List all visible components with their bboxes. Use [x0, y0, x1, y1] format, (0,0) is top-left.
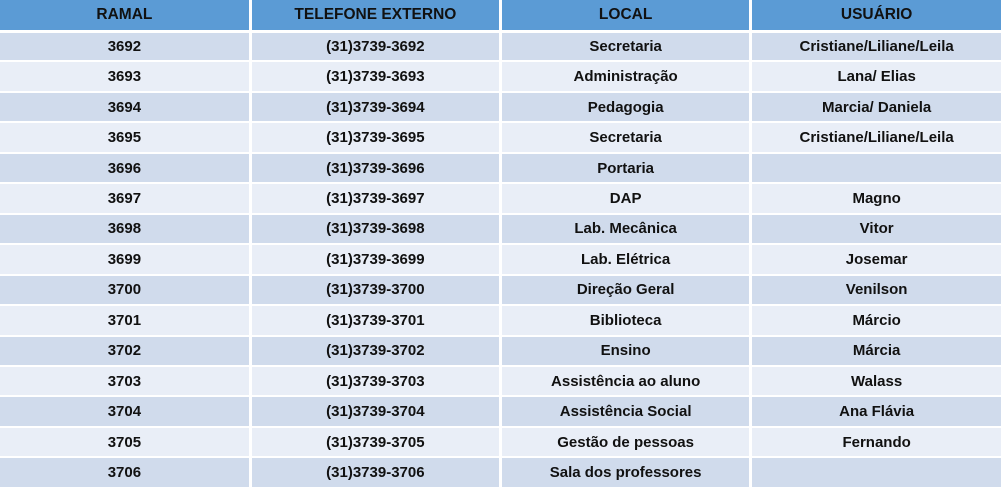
cell-telefone-externo: (31)3739-3705 [250, 427, 500, 457]
cell-telefone-externo: (31)3739-3692 [250, 31, 500, 61]
cell-telefone-externo: (31)3739-3696 [250, 153, 500, 183]
table-row [0, 427, 1001, 457]
header-cell-telefone-externo: TELEFONE EXTERNO [250, 0, 500, 31]
table-row [0, 396, 1001, 426]
cell-local: Portaria [501, 153, 751, 183]
cell-ramal: 3704 [0, 396, 250, 426]
cell-telefone-externo: (31)3739-3695 [250, 122, 500, 152]
cell-usuario: Josemar [751, 244, 1001, 274]
cell-usuario: Ana Flávia [751, 396, 1001, 426]
table-row [0, 183, 1001, 213]
table-body [0, 31, 1001, 488]
header-cell-ramal: RAMAL [0, 0, 250, 31]
header-cell-usuario: USUÁRIO [751, 0, 1001, 31]
table-row [0, 244, 1001, 274]
cell-usuario: Fernando [751, 427, 1001, 457]
table-row [0, 92, 1001, 122]
table-row [0, 122, 1001, 152]
cell-local: Direção Geral [501, 275, 751, 305]
table-row [0, 336, 1001, 366]
cell-usuario [751, 457, 1001, 488]
cell-telefone-externo: (31)3739-3704 [250, 396, 500, 426]
table-row [0, 275, 1001, 305]
cell-ramal: 3699 [0, 244, 250, 274]
cell-ramal: 3698 [0, 214, 250, 244]
cell-telefone-externo: (31)3739-3700 [250, 275, 500, 305]
cell-local: Lab. Elétrica [501, 244, 751, 274]
cell-ramal: 3696 [0, 153, 250, 183]
cell-local: Secretaria [501, 31, 751, 61]
cell-telefone-externo: (31)3739-3699 [250, 244, 500, 274]
cell-usuario: Cristiane/Liliane/Leila [751, 122, 1001, 152]
cell-local: DAP [501, 183, 751, 213]
cell-ramal: 3697 [0, 183, 250, 213]
cell-local: Secretaria [501, 122, 751, 152]
cell-telefone-externo: (31)3739-3697 [250, 183, 500, 213]
cell-local: Pedagogia [501, 92, 751, 122]
cell-usuario [751, 153, 1001, 183]
table-header [0, 0, 1001, 31]
table-row [0, 153, 1001, 183]
cell-ramal: 3694 [0, 92, 250, 122]
table-row [0, 61, 1001, 91]
cell-local: Assistência Social [501, 396, 751, 426]
cell-local: Assistência ao aluno [501, 366, 751, 396]
cell-telefone-externo: (31)3739-3703 [250, 366, 500, 396]
cell-ramal: 3706 [0, 457, 250, 488]
cell-local: Biblioteca [501, 305, 751, 335]
cell-ramal: 3705 [0, 427, 250, 457]
cell-telefone-externo: (31)3739-3694 [250, 92, 500, 122]
cell-local: Gestão de pessoas [501, 427, 751, 457]
cell-ramal: 3700 [0, 275, 250, 305]
cell-local: Ensino [501, 336, 751, 366]
cell-telefone-externo: (31)3739-3702 [250, 336, 500, 366]
header-row [0, 0, 1001, 31]
table-row [0, 214, 1001, 244]
cell-ramal: 3693 [0, 61, 250, 91]
cell-ramal: 3702 [0, 336, 250, 366]
cell-usuario: Márcia [751, 336, 1001, 366]
cell-usuario: Marcia/ Daniela [751, 92, 1001, 122]
cell-ramal: 3701 [0, 305, 250, 335]
cell-usuario: Vitor [751, 214, 1001, 244]
cell-usuario: Lana/ Elias [751, 61, 1001, 91]
cell-ramal: 3703 [0, 366, 250, 396]
cell-usuario: Cristiane/Liliane/Leila [751, 31, 1001, 61]
cell-usuario: Magno [751, 183, 1001, 213]
cell-ramal: 3692 [0, 31, 250, 61]
cell-telefone-externo: (31)3739-3706 [250, 457, 500, 488]
cell-local: Sala dos professores [501, 457, 751, 488]
cell-local: Administração [501, 61, 751, 91]
cell-usuario: Márcio [751, 305, 1001, 335]
cell-ramal: 3695 [0, 122, 250, 152]
header-cell-local: LOCAL [501, 0, 751, 31]
cell-telefone-externo: (31)3739-3701 [250, 305, 500, 335]
table-row [0, 366, 1001, 396]
cell-usuario: Venilson [751, 275, 1001, 305]
table-row [0, 457, 1001, 488]
cell-telefone-externo: (31)3739-3698 [250, 214, 500, 244]
cell-telefone-externo: (31)3739-3693 [250, 61, 500, 91]
table-row [0, 305, 1001, 335]
cell-usuario: Walass [751, 366, 1001, 396]
table-row [0, 31, 1001, 61]
cell-local: Lab. Mecânica [501, 214, 751, 244]
